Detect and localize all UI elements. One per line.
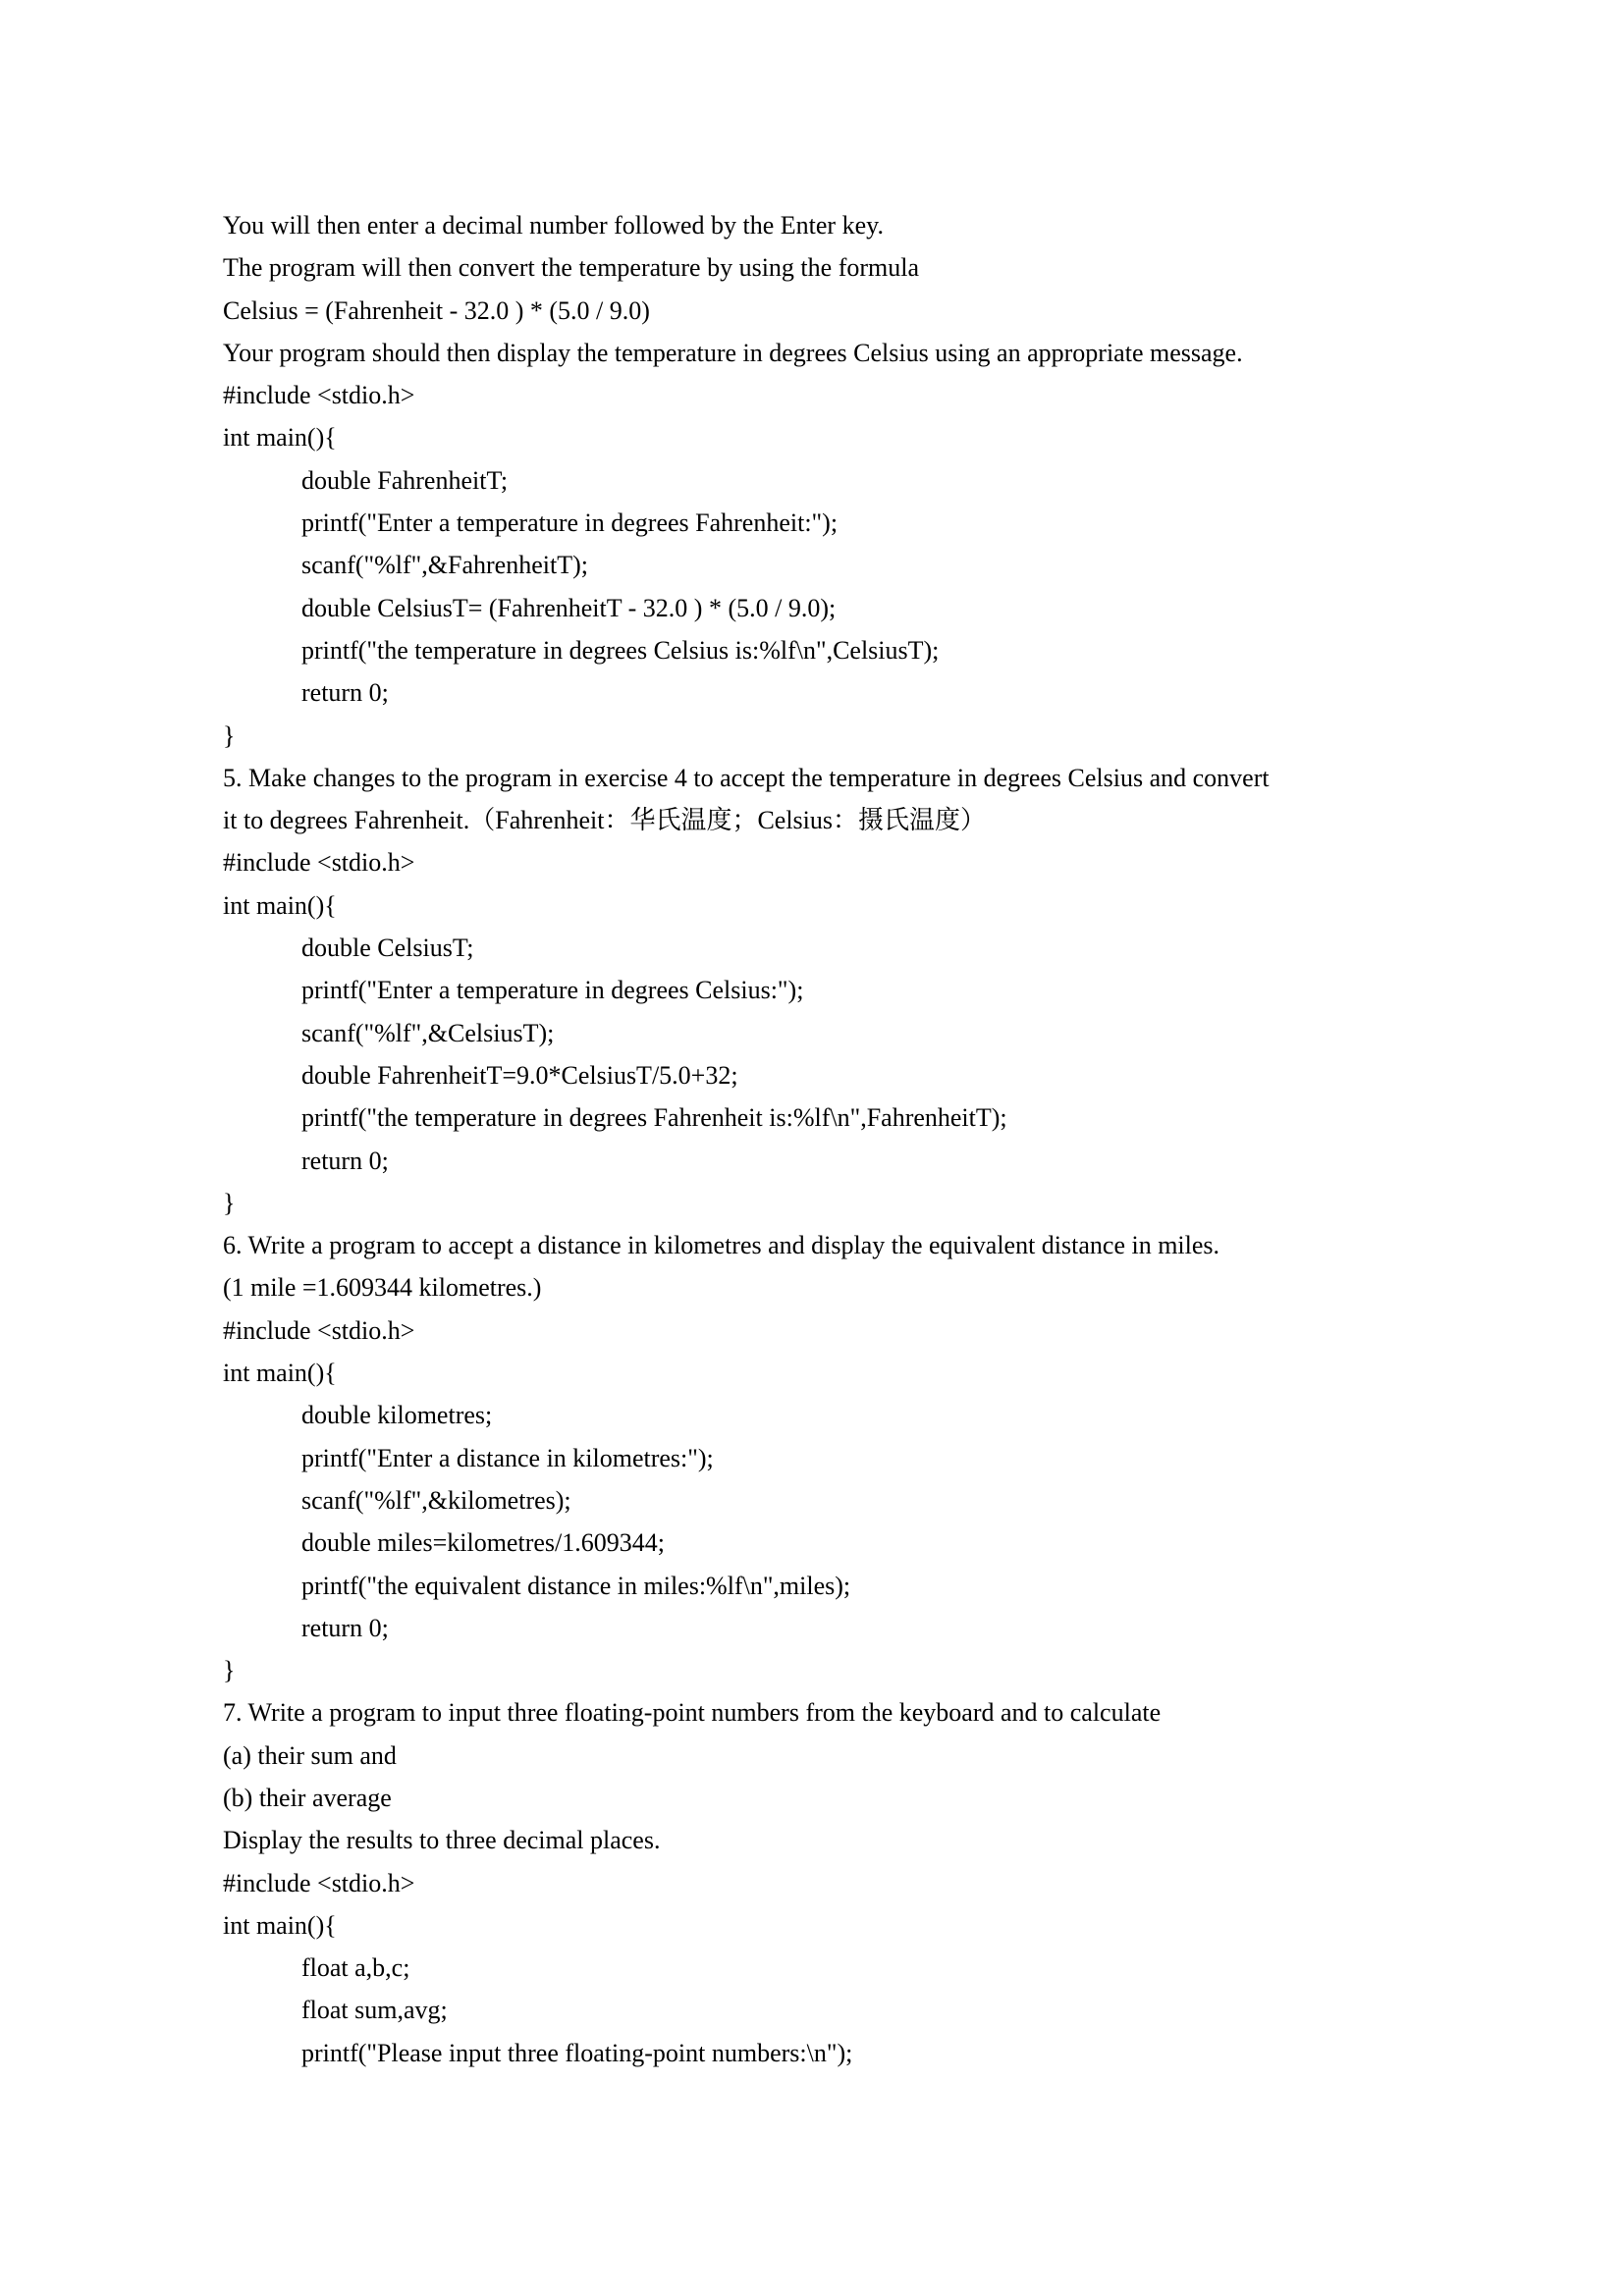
code-line: scanf("%lf",&kilometres);	[301, 1485, 571, 1515]
text-line: #include <stdio.h>	[223, 1868, 415, 1897]
text-line: it to degrees Fahrenheit.（Fahrenheit：华氏温度；Celsius：摄氏温度）	[223, 806, 987, 835]
text-line: (1 mile =1.609344 kilometres.)	[223, 1273, 542, 1303]
text-line: Display the results to three decimal places.	[223, 1826, 661, 1855]
code-line: double FahrenheitT;	[301, 465, 509, 495]
text-line: int main(){	[223, 1359, 337, 1388]
text-line: You will then enter a decimal number followed by the Enter key.	[223, 211, 884, 240]
code-line: printf("the temperature in degrees Fahrenheit is:%lf\n",FahrenheitT);	[301, 1103, 1007, 1133]
code-line: scanf("%lf",&CelsiusT);	[301, 1018, 555, 1047]
code-line: printf("the equivalent distance in miles:%lf\n",miles);	[301, 1571, 851, 1600]
text-line: Your program should then display the temperature in degrees Celsius using an appropriate message.	[223, 338, 1243, 367]
document-body	[223, 204, 1526, 2074]
text-line: Celsius = (Fahrenheit - 32.0 ) * (5.0 / 9.0)	[223, 295, 650, 325]
code-line: printf("Enter a temperature in degrees Celsius:");	[301, 976, 804, 1005]
code-line: scanf("%lf",&FahrenheitT);	[301, 551, 588, 580]
code-line: printf("Enter a distance in kilometres:");	[301, 1443, 714, 1472]
code-line: double miles=kilometres/1.609344;	[301, 1528, 665, 1558]
code-line: float a,b,c;	[301, 1953, 410, 1983]
code-line: double kilometres;	[301, 1401, 493, 1430]
code-line: double FahrenheitT=9.0*CelsiusT/5.0+32;	[301, 1060, 738, 1090]
code-line: return 0;	[301, 1613, 389, 1642]
text-line: }	[223, 1188, 236, 1217]
code-line: printf("the temperature in degrees Celsius is:%lf\n",CelsiusT);	[301, 635, 940, 665]
text-line: #include <stdio.h>	[223, 848, 415, 878]
code-line: printf("Please input three floating-point numbers:\n");	[301, 2038, 853, 2067]
text-line: 6. Write a program to accept a distance in kilometres and display the equivalent distance in miles.	[223, 1231, 1220, 1260]
code-line: float sum,avg;	[301, 1996, 448, 2025]
text-line: int main(){	[223, 1910, 337, 1940]
code-line: double CelsiusT= (FahrenheitT - 32.0 ) * (5.0 / 9.0);	[301, 593, 837, 622]
text-line: 7. Write a program to input three floating-point numbers from the keyboard and to calculate	[223, 1698, 1162, 1728]
code-line: return 0;	[301, 678, 389, 708]
text-line: #include <stdio.h>	[223, 1315, 415, 1345]
text-line: int main(){	[223, 423, 337, 453]
text-line: }	[223, 1656, 236, 1685]
text-line: (b) their average	[223, 1783, 392, 1812]
code-line: double CelsiusT;	[301, 934, 474, 963]
code-line: return 0;	[301, 1146, 389, 1175]
text-line: The program will then convert the temperature by using the formula	[223, 253, 919, 283]
text-line: int main(){	[223, 890, 337, 920]
text-line: 5. Make changes to the program in exercise 4 to accept the temperature in degrees Celsius and convert	[223, 763, 1270, 792]
code-line: printf("Enter a temperature in degrees Fahrenheit:");	[301, 508, 839, 538]
text-line: #include <stdio.h>	[223, 381, 415, 410]
text-line: (a) their sum and	[223, 1740, 397, 1770]
text-line: }	[223, 721, 236, 750]
